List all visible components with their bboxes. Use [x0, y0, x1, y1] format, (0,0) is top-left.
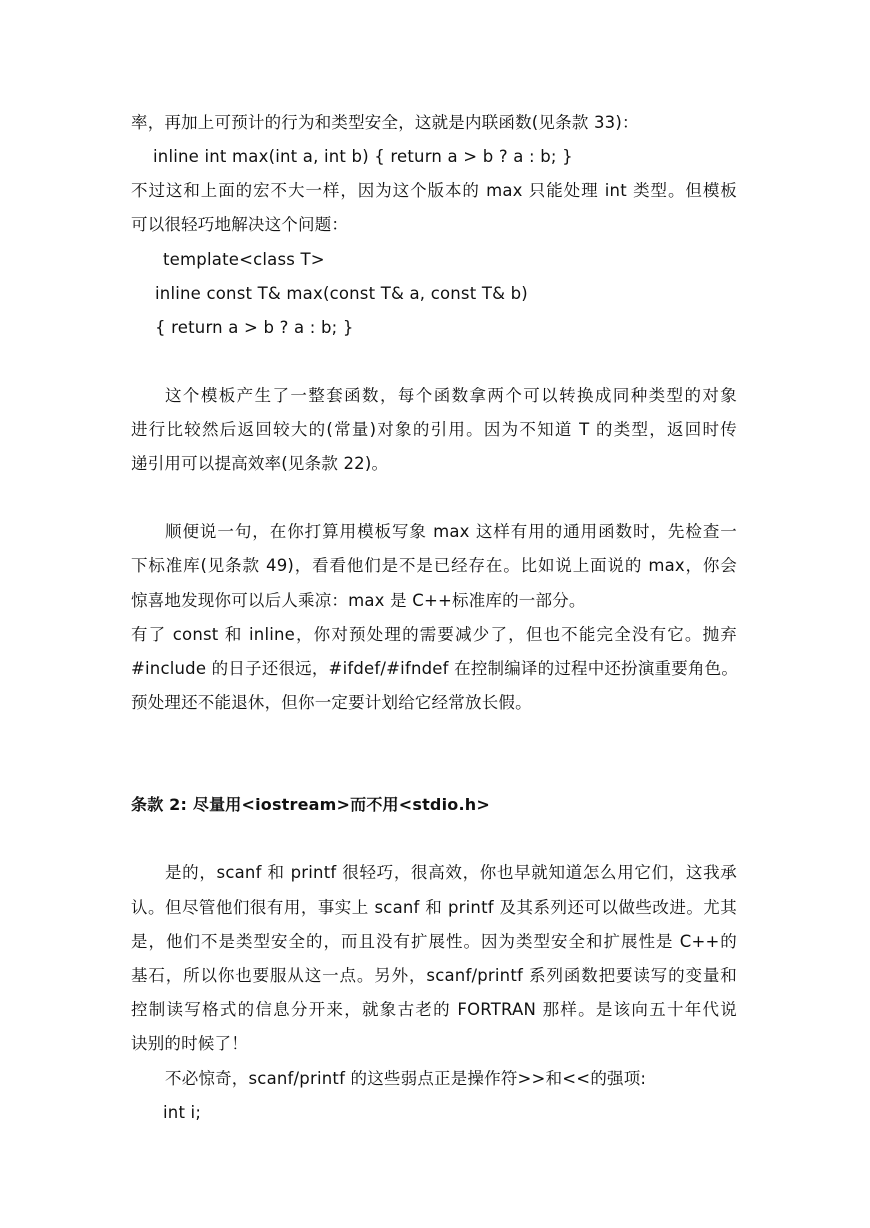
paragraph-line: 不必惊奇，scanf/printf 的这些弱点正是操作符>>和<<的强项:	[165, 1069, 647, 1088]
paragraph-line: 可以很轻巧地解决这个问题：	[131, 215, 349, 234]
paragraph-line: 预处理还不能退休，但你一定要计划给它经常放长假。	[131, 693, 532, 712]
paragraph-line: 是，他们不是类型安全的，而且没有扩展性。因为类型安全和扩展性是 C++的	[131, 932, 737, 951]
paragraph-line: 顺便说一句，在你打算用模板写象 max 这样有用的通用函数时，先检查一	[165, 522, 737, 541]
paragraph-line: 是的，scanf 和 printf 很轻巧，很高效，你也早就知道怎么用它们，这我承	[165, 863, 737, 882]
paragraph-line: 进行比较然后返回较大的(常量)对象的引用。因为不知道 T 的类型，返回时传	[131, 420, 737, 439]
code-line: inline const T& max(const T& a, const T& b)	[155, 284, 528, 303]
paragraph-line: 认。但尽管他们很有用，事实上 scanf 和 printf 及其系列还可以做些改进。尤其	[131, 898, 737, 917]
paragraph-line: 率，再加上可预计的行为和类型安全，这就是内联函数(见条款 33)：	[131, 113, 639, 132]
code-line: int i;	[163, 1103, 202, 1122]
code-line: inline int max(int a, int b) { return a > b ? a : b; }	[153, 147, 573, 166]
paragraph-line: 诀别的时候了！	[131, 1034, 248, 1053]
paragraph-line: 递引用可以提高效率(见条款 22)。	[131, 454, 389, 473]
paragraph-line: 不过这和上面的宏不大一样，因为这个版本的 max 只能处理 int 类型。但模板	[131, 181, 737, 200]
paragraph-line: 惊喜地发现你可以后人乘凉：max 是 C++标准库的一部分。	[131, 591, 586, 610]
paragraph-line: 有了 const 和 inline，你对预处理的需要减少了，但也不能完全没有它。抛弃	[131, 625, 737, 644]
paragraph-line: 基石，所以你也要服从这一点。另外，scanf/printf 系列函数把要读写的变量和	[131, 966, 737, 985]
code-line: { return a > b ? a : b; }	[155, 318, 354, 337]
paragraph-line: #include 的日子还很远，#ifdef/#ifndef 在控制编译的过程中还扮演重要角色。	[131, 659, 739, 678]
paragraph-line: 下标准库(见条款 49)，看看他们是不是已经存在。比如说上面说的 max，你会	[131, 556, 737, 575]
code-line: template<class T>	[163, 250, 325, 269]
paragraph-line: 这个模板产生了一整套函数，每个函数拿两个可以转换成同种类型的对象	[165, 386, 737, 405]
section-heading: 条款 2: 尽量用<iostream>而不用<stdio.h>	[131, 795, 490, 814]
paragraph-line: 控制读写格式的信息分开来，就象古老的 FORTRAN 那样。是该向五十年代说	[131, 1000, 737, 1019]
